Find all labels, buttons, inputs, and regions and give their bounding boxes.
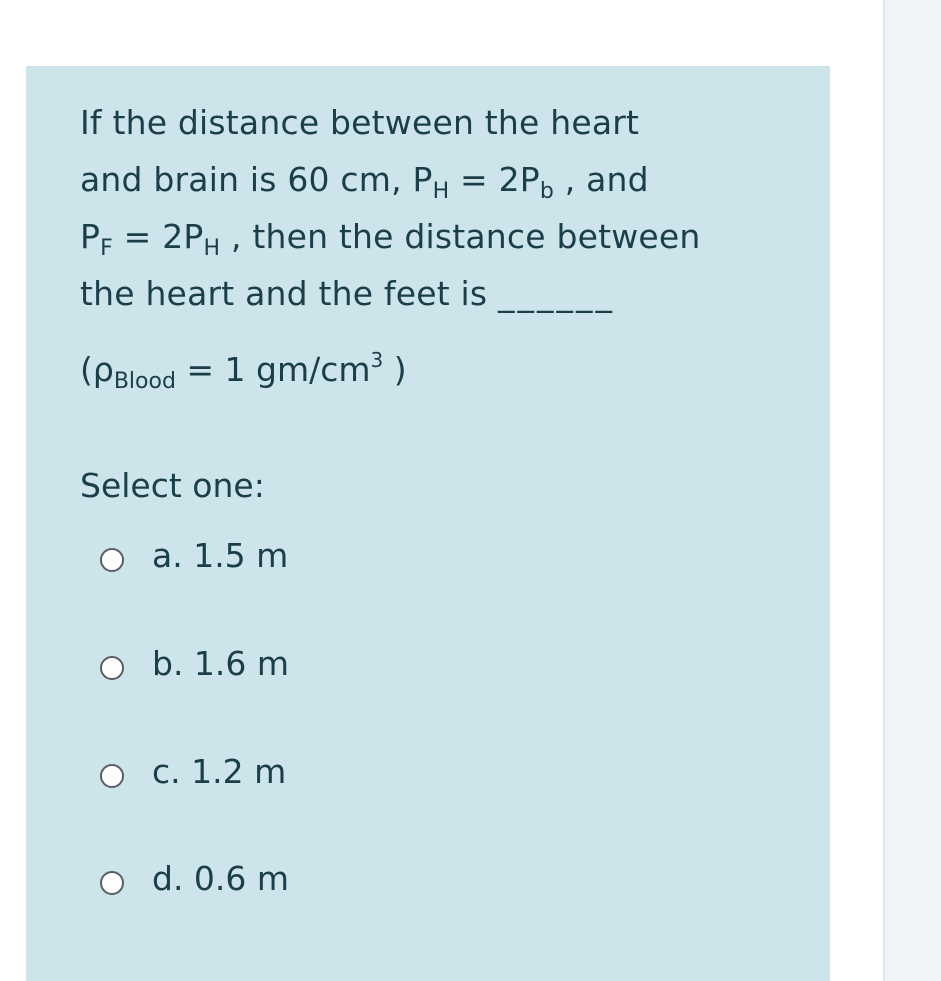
question-text-segment: P: [80, 217, 101, 256]
density-segment: ): [383, 350, 407, 389]
option-d[interactable]: [100, 853, 289, 903]
superscript-3: 3: [370, 348, 384, 372]
select-one-label: Select one:: [80, 466, 265, 505]
option-label[interactable]: d. 0.6 m: [152, 858, 290, 898]
question-text-segment: and brain is 60 cm, P: [80, 160, 433, 199]
radio-button-icon[interactable]: [100, 764, 124, 788]
subscript-blood: Blood: [113, 369, 176, 394]
density-segment: (ρ: [80, 350, 114, 389]
question-text: [80, 94, 800, 322]
question-panel: [26, 66, 830, 981]
option-label[interactable]: b. 1.6 m: [152, 643, 290, 683]
question-text-segment: = 2P: [449, 160, 540, 199]
answer-blank: ______: [498, 274, 616, 313]
question-line-3: [80, 208, 800, 265]
option-label[interactable]: c. 1.2 m: [152, 751, 287, 791]
option-a[interactable]: [100, 530, 288, 580]
question-line-2: [80, 151, 800, 208]
question-text-segment: , and: [554, 160, 649, 199]
density-note: [80, 348, 407, 394]
radio-button-icon[interactable]: [100, 548, 124, 572]
subscript-f: F: [100, 236, 113, 261]
option-label[interactable]: a. 1.5 m: [152, 535, 289, 575]
radio-button-icon[interactable]: [100, 871, 124, 895]
question-line-4: [80, 265, 800, 322]
subscript-h: H: [432, 179, 450, 204]
option-c[interactable]: [100, 746, 286, 796]
question-line-1: If the distance between the heart: [80, 103, 640, 142]
question-text-segment: , then the distance between: [220, 217, 701, 256]
right-sidebar: [883, 0, 941, 981]
question-text-segment: = 2P: [112, 217, 204, 256]
subscript-b: b: [539, 179, 555, 204]
density-segment: = 1 gm/cm: [175, 350, 371, 389]
question-text-segment: the heart and the feet is: [80, 274, 499, 313]
option-b[interactable]: [100, 638, 289, 688]
radio-button-icon[interactable]: [100, 656, 124, 680]
subscript-h: H: [203, 236, 221, 261]
